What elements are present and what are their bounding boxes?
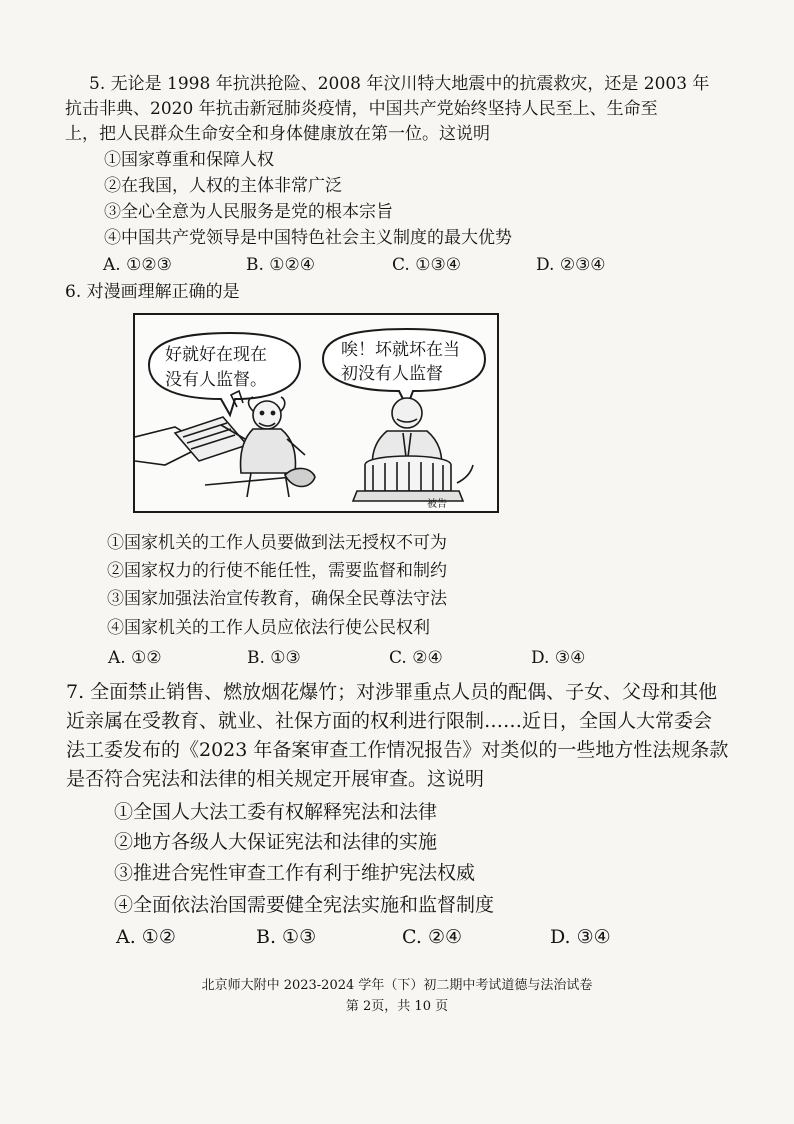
right-bubble-line-1: 唉！坏就坏在当 xyxy=(341,340,460,360)
q5-statement-1: ①国家尊重和保障人权 xyxy=(104,150,274,170)
q7-statement-2: ②地方各级人大保证宪法和法律的实施 xyxy=(114,831,438,853)
dock-label: 被告 xyxy=(427,499,447,510)
q7-stem-line-2: 近亲属在受教育、就业、社保方面的权利进行限制……近日，全国人大常委会 xyxy=(66,710,713,732)
q5-statement-3: ③全心全意为人民服务是党的根本宗旨 xyxy=(104,202,393,222)
q7-stem-line-1: 7. 全面禁止销售、燃放烟花爆竹；对涉罪重点人员的配偶、子女、父母和其他 xyxy=(66,681,718,703)
q6-choice-a: A. ①② xyxy=(108,648,162,668)
q6-choice-c: C. ②④ xyxy=(389,648,443,668)
q5-choice-a: A. ①②③ xyxy=(103,255,172,275)
q7-statement-3: ③推进合宪性审查工作有利于维护宪法权威 xyxy=(114,862,476,884)
q5-choice-d: D. ②③④ xyxy=(536,255,606,275)
q7-choice-a: A. ①② xyxy=(116,926,176,948)
q6-statement-4: ④国家机关的工作人员应依法行使公民权利 xyxy=(107,618,430,638)
q5-stem-line-3: 上，把人民群众生命安全和身体健康放在第一位。这说明 xyxy=(65,124,490,144)
q7-choice-b: B. ①③ xyxy=(256,926,317,948)
q5-statement-4: ④中国共产党领导是中国特色社会主义制度的最大优势 xyxy=(104,228,512,248)
q5-statement-2: ②在我国，人权的主体非常广泛 xyxy=(104,176,342,196)
q6-statement-1: ①国家机关的工作人员要做到法无授权不可为 xyxy=(107,533,447,553)
q6-choice-b: B. ①③ xyxy=(247,648,301,668)
defendant-figure xyxy=(353,398,473,501)
q7-choice-d: D. ③④ xyxy=(550,926,611,948)
q5-stem-line-2: 抗击非典、2020 年抗击新冠肺炎疫情，中国共产党始终坚持人民至上、生命至 xyxy=(65,99,658,119)
q5-choice-c: C. ①③④ xyxy=(392,255,461,275)
q7-stem-line-3: 法工委发布的《2023 年备案审查工作情况报告》对类似的一些地方性法规条款 xyxy=(66,739,729,761)
q6-statement-2: ②国家权力的行使不能任性，需要监督和制约 xyxy=(107,561,447,581)
q6-choice-d: D. ③④ xyxy=(531,648,586,668)
political-cartoon xyxy=(133,313,499,513)
footer-page-number: 第 2页，共 10 页 xyxy=(345,999,449,1014)
right-bubble-line-2: 初没有人监督 xyxy=(341,364,443,384)
q7-statement-4: ④全面依法治国需要健全宪法实施和监督制度 xyxy=(114,894,495,916)
q5-stem-line-1: 5. 无论是 1998 年抗洪抢险、2008 年汶川特大地震中的抗震救灾，还是 2003 年 xyxy=(89,74,710,94)
q5-choice-b: B. ①②④ xyxy=(246,255,316,275)
left-bubble-line-2: 没有人监督。 xyxy=(165,370,267,390)
left-bubble-line-1: 好就好在现在 xyxy=(165,345,267,365)
footer-exam-title: 北京师大附中 2023-2024 学年（下）初二期中考试道德与法治试卷 xyxy=(201,978,593,993)
cartoon-drawing xyxy=(135,315,497,511)
q7-stem-line-4: 是否符合宪法和法律的相关规定开展审查。这说明 xyxy=(66,768,485,790)
q6-statement-3: ③国家加强法治宣传教育，确保全民尊法守法 xyxy=(107,589,447,609)
q7-choice-c: C. ②④ xyxy=(402,926,463,948)
q6-stem: 6. 对漫画理解正确的是 xyxy=(65,282,240,302)
q7-statement-1: ①全国人大法工委有权解释宪法和法律 xyxy=(114,801,438,823)
